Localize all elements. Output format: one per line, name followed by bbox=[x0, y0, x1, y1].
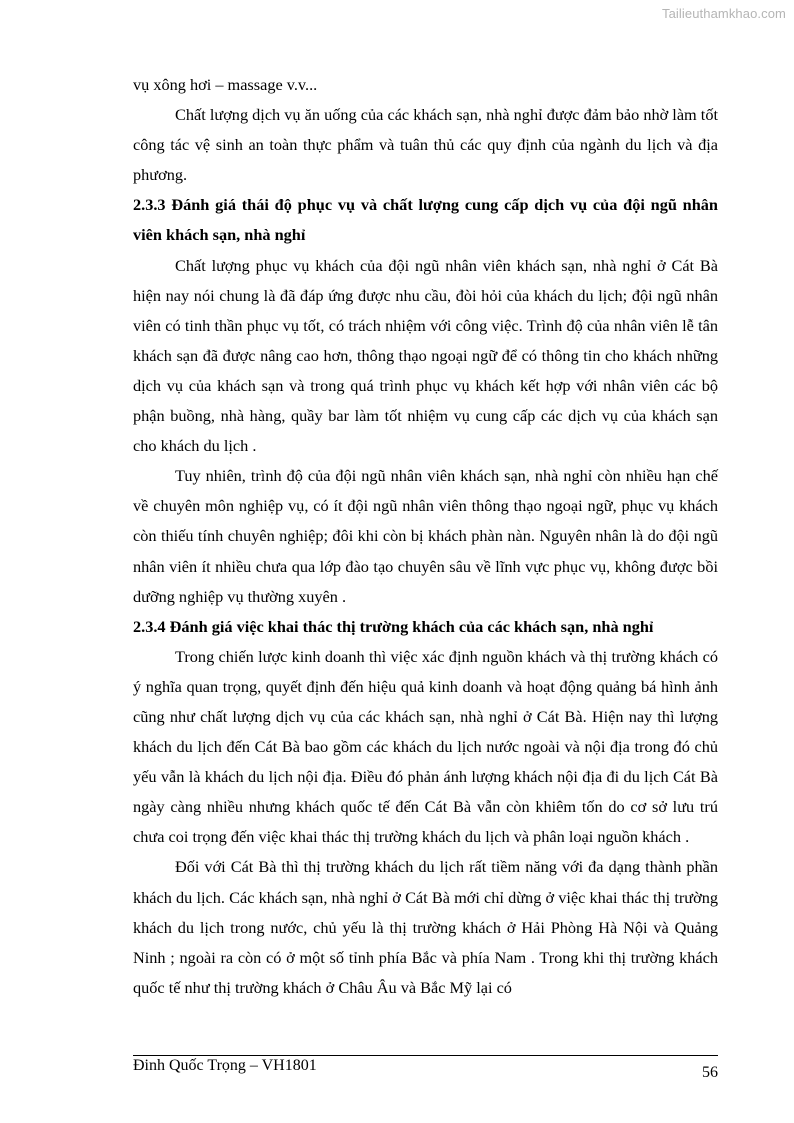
footer-author: Đinh Quốc Trọng – VH1801 bbox=[133, 1057, 317, 1074]
page-number: 56 bbox=[702, 1064, 718, 1081]
paragraph-staff-quality: Chất lượng phục vụ khách của đội ngũ nhân viên khách sạn, nhà nghỉ ở Cát Bà hiện nay nói chung là đã đáp ứng được nhu cầu, đòi hỏi của khách du lịch; đội ngũ nhân viên có tinh thần phục vụ tốt, có trách nhiệm với công việc. Trình độ của nhân viên lễ tân khách sạn đã được nâng cao hơn, thông thạo ngoại ngữ để có thông tin cho khách những dịch vụ của khách sạn và trong quá trình phục vụ khách kết hợp với nhân viên các bộ phận buồng, nhà hàng, quầy bar làm tốt nhiệm vụ cung cấp các dịch vụ của khách sạn cho khách du lịch . bbox=[133, 255, 718, 456]
footer-divider bbox=[133, 1055, 718, 1056]
paragraph-food-service: Chất lượng dịch vụ ăn uống của các khách sạn, nhà nghỉ được đảm bảo nhờ làm tốt công tác vệ sinh an toàn thực phẩm và tuân thủ các quy định của ngành du lịch và địa phương. bbox=[133, 105, 718, 185]
document-body bbox=[133, 70, 718, 1003]
section-heading-2-3-3: 2.3.3 Đánh giá thái độ phục vụ và chất lượng cung cấp dịch vụ của đội ngũ nhân viên khách sạn, nhà nghỉ bbox=[133, 195, 718, 245]
paragraph-staff-limitations: Tuy nhiên, trình độ của đội ngũ nhân viên khách sạn, nhà nghỉ còn nhiều hạn chế về chuyên môn nghiệp vụ, có ít đội ngũ nhân viên thông thạo ngoại ngữ, phục vụ khách còn thiếu tính chuyên nghiệp; đôi khi còn bị khách phàn nàn. Nguyên nhân là do đội ngũ nhân viên ít nhiều chưa qua lớp đào tạo chuyên sâu về lĩnh vực phục vụ, không được bồi dưỡng nghiệp vụ thường xuyên . bbox=[133, 466, 718, 606]
paragraph-market-potential: Đối với Cát Bà thì thị trường khách du lịch rất tiềm năng với đa dạng thành phần khách du lịch. Các khách sạn, nhà nghỉ ở Cát Bà mới chỉ dừng ở việc khai thác thị trường khách du lịch trong nước, chủ yếu là thị trường khách ở Hải Phòng Hà Nội và Quảng Ninh ; ngoài ra còn có ở một số tỉnh phía Bắc và phía Nam . Trong khi thị trường khách quốc tế như thị trường khách ở Châu Âu và Bắc Mỹ lại có bbox=[133, 857, 718, 997]
section-heading-2-3-4: 2.3.4 Đánh giá việc khai thác thị trường khách của các khách sạn, nhà nghỉ bbox=[133, 616, 654, 636]
paragraph-business-strategy: Trong chiến lược kinh doanh thì việc xác định nguồn khách và thị trường khách có ý nghĩa quan trọng, quyết định đến hiệu quả kinh doanh và hoạt động quảng bá hình ảnh cũng như chất lượng dịch vụ của các khách sạn, nhà nghỉ ở Cát Bà. Hiện nay thì lượng khách du lịch đến Cát Bà bao gồm các khách du lịch nước ngoài và nội địa trong đó chủ yếu vẫn là khách du lịch nội địa. Điều đó phản ánh lượng khách nội địa đi du lịch Cát Bà ngày càng nhiều nhưng khách quốc tế đến Cát Bà vẫn còn khiêm tốn do cơ sở lưu trú chưa coi trọng đến việc khai thác thị trường khách du lịch và phân loại nguồn khách . bbox=[133, 646, 718, 847]
paragraph-continuation: vụ xông hơi – massage v.v... bbox=[133, 75, 318, 94]
watermark-text: Tailieuthamkhao.com bbox=[661, 6, 786, 21]
